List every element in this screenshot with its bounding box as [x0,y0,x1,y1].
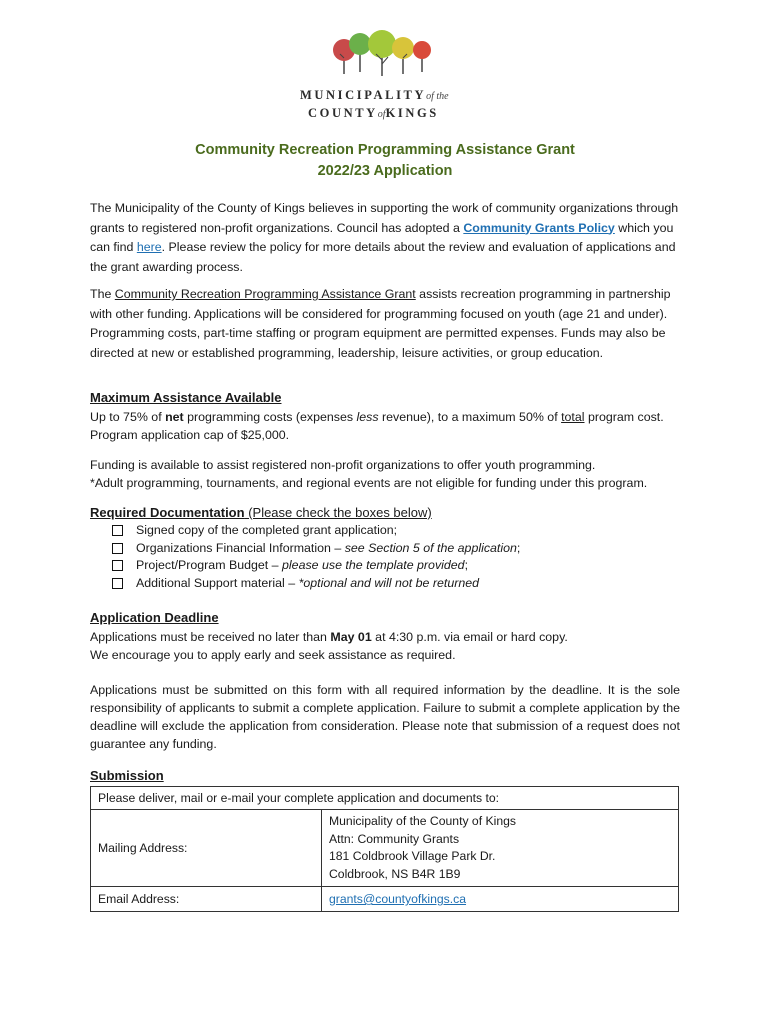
email-address-label: Email Address: [91,887,322,912]
document-subtitle: 2022/23 Application [317,163,453,179]
tree-orange-icon [413,41,431,59]
table-row [91,887,679,912]
trees-logo-icon [330,30,440,82]
intro-paragraph-1: The Municipality of the County of Kings believes in supporting the work of community organizations through grants to registered non-profit organizations. Council has adopted a Community Grants Policy which you can find here. Please review the policy for more details about the review and evaluation of applications and the grant awarding process. [90,201,679,274]
logo-line-2: COUNTYofKINGS [308,106,439,120]
max-assistance-text: Up to 75% of net programming costs (expenses less revenue), to a maximum 50% of total program cost. Program application cap of $25,000. [90,410,664,442]
checkbox[interactable] [112,525,123,536]
required-docs-checklist [112,522,520,592]
table-row [91,787,679,810]
checkbox[interactable] [112,560,123,571]
checklist-item: Project/Program Budget – please use the template provided ; [112,557,520,575]
municipality-logo [300,30,470,122]
checklist-item: Organizations Financial Information – see Section 5 of the application ; [112,540,520,558]
deadline-text: Applications must be received no later than May 01 at 4:30 p.m. via email or hard copy. We encourage you to apply early and seek assistance as required. [90,630,568,662]
submission-table [90,786,679,912]
tree-lightgreen-icon [368,30,396,58]
max-assistance-heading: Maximum Assistance Available [90,390,282,405]
checklist-item: Additional Support material – *optional and will not be returned [112,575,520,593]
checklist-item: Signed copy of the completed grant application; [112,522,520,540]
funding-eligibility-text: Funding is available to assist registered non-profit organizations to offer youth programming. *Adult programming, tournaments, and regional events are not eligible for funding under this program. [90,458,648,490]
deadline-heading: Application Deadline [90,610,219,625]
submission-instruction: Please deliver, mail or e-mail your complete application and documents to: [91,787,679,810]
mailing-address-label: Mailing Address: [91,810,322,887]
policy-here-link[interactable]: here [136,240,162,254]
table-row [91,810,679,887]
mailing-address-value: Municipality of the County of Kings Attn: Community Grants 181 Coldbrook Village Park Dr. Coldbrook, NS B4R 1B9 [322,810,679,887]
email-link[interactable]: grants@countyofkings.ca [329,892,467,906]
checkbox[interactable] [112,543,123,554]
logo-line-1: MUNICIPALITYof the [300,88,449,102]
community-grants-policy-link[interactable]: Community Grants Policy [463,220,615,235]
intro-paragraph-2: The Community Recreation Programming Assistance Grant assists recreation programming in partnership with other funding. Applications will be considered for programming focused on youth (age 21 and under). Programming costs, part-time staffing or program equipment are permitted expenses. Funds may also be directed at new or established programming, leadership, leisure activities, or group education. [90,287,671,360]
tree-green-icon [349,33,371,55]
grant-name: Community Recreation Programming Assistance Grant [114,287,416,301]
email-address-value [322,887,679,912]
required-docs-heading: Required Documentation (Please check the boxes below) [90,505,432,520]
tree-yellow-icon [392,37,414,59]
checkbox[interactable] [112,578,123,589]
deadline-paragraph: Applications must be submitted on this form with all required information by the deadline. It is the sole responsibility of applicants to submit a complete application. Failure to submit a complete application by the deadline will exclude the application from consideration. Please note that submission of a request does not guarantee any funding. [90,683,680,751]
submission-heading: Submission [90,768,164,783]
document-title: Community Recreation Programming Assistance Grant [195,142,575,158]
